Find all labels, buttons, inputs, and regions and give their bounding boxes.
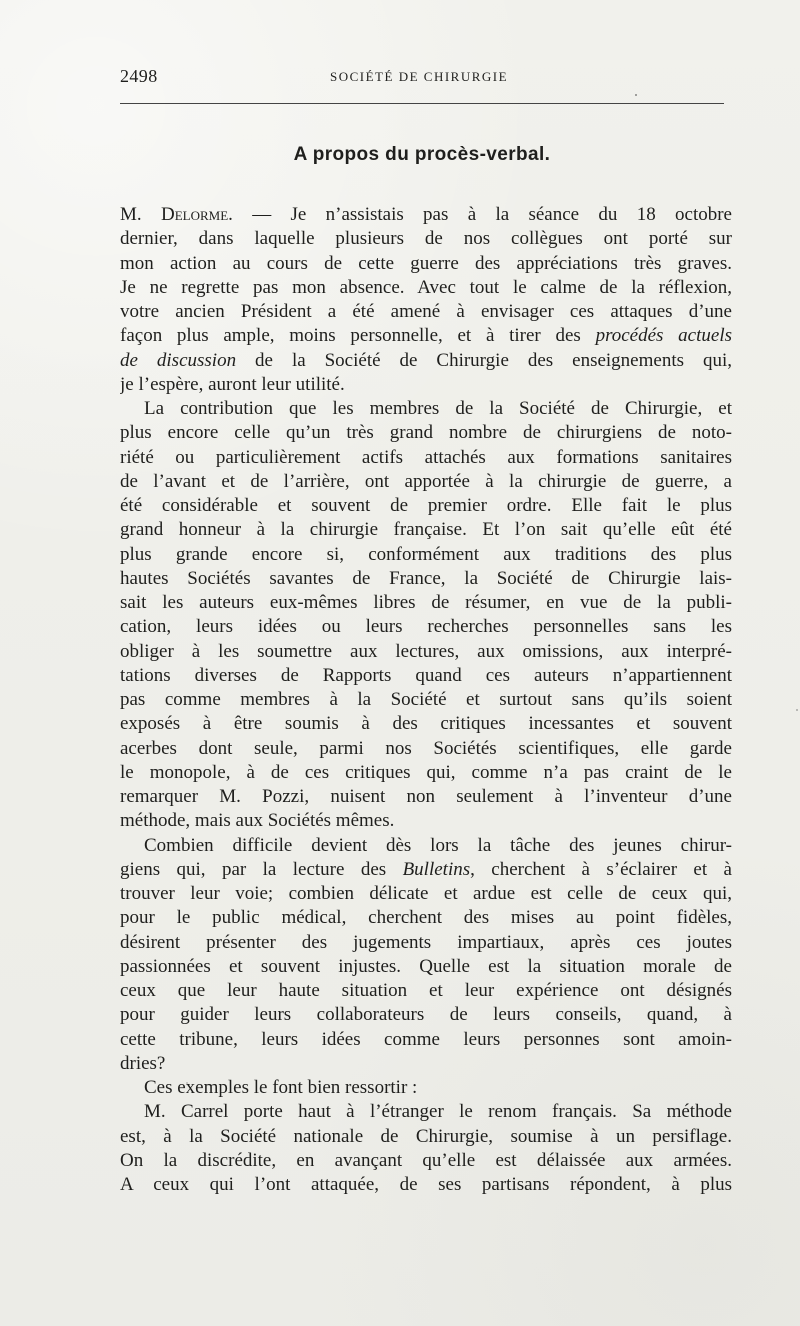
text-line-17: sait les auteurs eux-mêmes libres de résumer, en vue de la publi-	[120, 592, 732, 613]
text-line-36: dries?	[120, 1052, 166, 1074]
text-line-2: dernier, dans laquelle plusieurs de nos collègues ont porté sur	[120, 228, 732, 250]
text-line-26: méthode, mais aux Sociétés mêmes.	[120, 810, 395, 832]
print-speck	[796, 709, 798, 711]
text-line-27: Combien difficile devient dès lors la tâche des jeunes chirur-	[144, 834, 732, 856]
running-head: SOCIÉTÉ DE CHIRURGIE	[330, 69, 509, 84]
page-header	[120, 66, 724, 90]
page-number: 2498	[120, 66, 158, 86]
text-line-5: votre ancien Président a été amené à envisager ces attaques d’une	[120, 301, 732, 322]
text-line-39: est, à la Société nationale de Chirurgie, soumise à un persiflage.	[120, 1125, 732, 1147]
text-line-19: obliger à les soumettre aux lectures, aux omissions, aux interpré-	[120, 640, 732, 662]
text-line-25: remarquer M. Pozzi, nuisent non seulement à l’inventeur d’une	[120, 786, 732, 807]
text-line-41: A ceux qui l’ont attaquée, de ses partisans répondent, à plus	[120, 1174, 732, 1195]
text-line-32: passionnées et souvent injustes. Quelle est la situation morale de	[120, 955, 732, 977]
text-line-33: ceux que leur haute situation et leur expérience ont désignés	[120, 980, 732, 1001]
text-line-20: tations diverses de Rapports quand ces auteurs n’appartiennent	[120, 664, 732, 686]
text-line-12: de l’avant et de l’arrière, ont apportée à la chirurgie de guerre, a	[120, 470, 732, 492]
text-line-30: pour le public médical, cherchent des mises au point fidèles,	[120, 907, 732, 929]
text-line-23: acerbes dont seule, parmi nos Sociétés scientifiques, elle garde	[120, 737, 732, 759]
header-rule	[120, 103, 724, 104]
text-line-7: de discussion de la Société de Chirurgie des enseignements qui,	[120, 349, 732, 371]
text-line-16: hautes Sociétés savantes de France, la Société de Chirurgie lais-	[120, 567, 732, 589]
text-line-21: pas comme membres à la Société et surtout sans qu’ils soient	[120, 689, 732, 710]
text-line-1: M. Delorme. — Je n’assistais pas à la séance du 18 octobre	[120, 204, 732, 225]
text-line-22: exposés à être soumis à des critiques incessantes et souvent	[120, 713, 732, 735]
text-line-15: plus grande encore si, conformément aux traditions des plus	[120, 543, 732, 565]
text-line-14: grand honneur à la chirurgie française. Et l’on sait qu’elle eût été	[120, 519, 732, 541]
print-speck	[635, 94, 637, 96]
text-line-40: On la discrédite, en avançant qu’elle est délaissée aux armées.	[120, 1149, 732, 1171]
text-line-6: façon plus ample, moins personnelle, et à tirer des procédés actuels	[120, 325, 732, 347]
text-line-8: je l’espère, auront leur utilité.	[120, 373, 345, 395]
text-line-3: mon action au cours de cette guerre des appréciations très graves.	[120, 252, 732, 274]
text-line-24: le monopole, à de ces critiques qui, comme n’a pas craint de le	[120, 761, 732, 783]
text-line-35: cette tribune, leurs idées comme leurs personnes sont amoin-	[120, 1028, 732, 1050]
text-line-13: été considérable et souvent de premier ordre. Elle fait le plus	[120, 495, 732, 516]
body-text	[120, 203, 732, 1197]
text-line-18: cation, leurs idées ou leurs recherches personnelles sans les	[120, 616, 732, 638]
text-line-29: trouver leur voie; combien délicate et ardue est celle de ceux qui,	[120, 883, 732, 904]
text-line-4: Je ne regrette pas mon absence. Avec tout le calme de la réflexion,	[120, 276, 732, 298]
section-title: A propos du procès-verbal.	[293, 144, 551, 165]
text-line-28: giens qui, par la lecture des Bulletins, cherchent à s’éclairer et à	[120, 858, 732, 880]
text-line-34: pour guider leurs collaborateurs de leurs conseils, quand, à	[120, 1004, 732, 1026]
text-line-37: Ces exemples le font bien ressortir :	[144, 1077, 418, 1098]
text-line-31: désirent présenter des jugements impartiaux, après ces joutes	[120, 931, 732, 953]
text-line-11: riété ou particulièrement actifs attachés aux formations sanitaires	[120, 446, 732, 468]
print-speck	[186, 1082, 188, 1084]
text-line-10: plus encore celle qu’un très grand nombre de chirurgiens de noto-	[120, 422, 732, 444]
text-line-38: M. Carrel porte haut à l’étranger le renom français. Sa méthode	[144, 1101, 732, 1123]
text-line-9: La contribution que les membres de la Société de Chirurgie, et	[144, 398, 732, 419]
